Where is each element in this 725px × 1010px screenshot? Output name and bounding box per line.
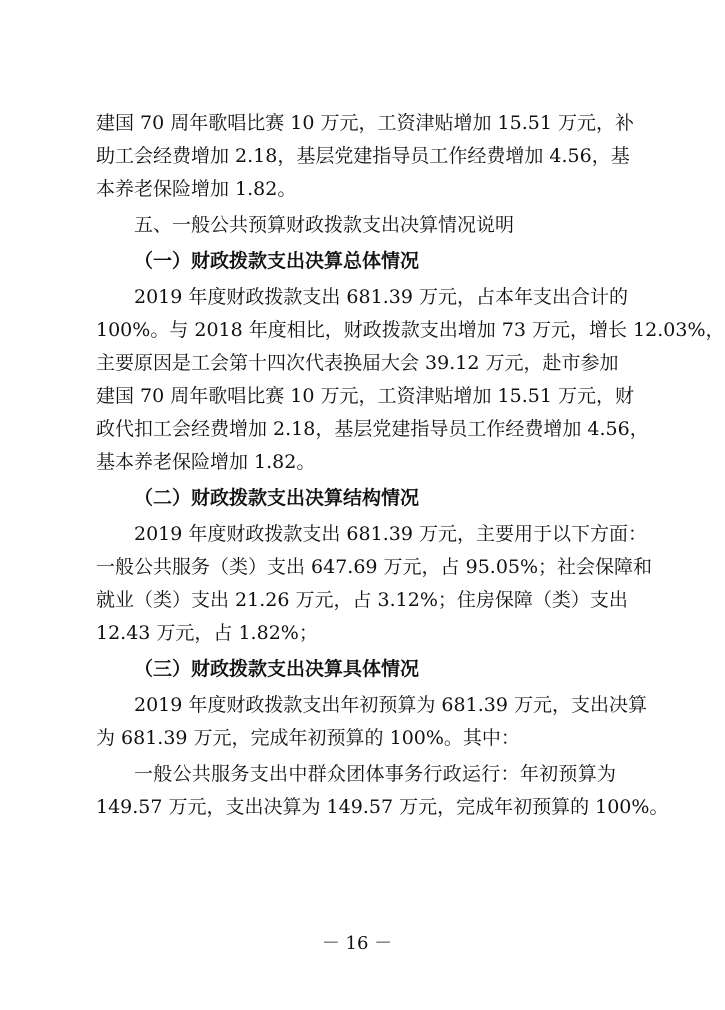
detail-paragraph-2: [96, 758, 669, 824]
text-line: 2019 年度财政拨款支出年初预算为 681.39 万元，支出决算: [134, 694, 647, 716]
text-line: 基本养老保险增加 1.82。: [96, 451, 316, 473]
text-line: 2019 年度财政拨款支出 681.39 万元，占本年支出合计的: [134, 286, 628, 308]
text-line: 政代扣工会经费增加 2.18，基层党建指导员工作经费增加 4.56，: [96, 418, 649, 440]
page-number: － 16 －: [321, 933, 393, 954]
text-line: 建国 70 周年歌唱比赛 10 万元，工资津贴增加 15.51 万元，补: [96, 112, 634, 134]
text-line: 为 681.39 万元，完成年初预算的 100%。其中：: [96, 727, 520, 749]
text-line: 100%。与 2018 年度相比，财政拨款支出增加 73 万元，增长 12.03%，: [96, 319, 725, 341]
detail-paragraph-1: [96, 689, 647, 755]
overall-paragraph: [96, 281, 725, 479]
text-line: 主要原因是工会第十四次代表换届大会 39.12 万元，赴市参加: [96, 352, 619, 374]
document-body: [96, 107, 725, 824]
text-line: 就业（类）支出 21.26 万元，占 3.12%；住房保障（类）支出: [96, 589, 628, 611]
text-line: 2019 年度财政拨款支出 681.39 万元，主要用于以下方面：: [134, 523, 647, 545]
subsection-heading-1: （一）财政拨款支出决算总体情况: [134, 250, 420, 272]
text-line: 助工会经费增加 2.18，基层党建指导员工作经费增加 4.56，基: [96, 145, 630, 167]
text-line: 建国 70 周年歌唱比赛 10 万元，工资津贴增加 15.51 万元，财: [96, 385, 634, 407]
text-line: 12.43 万元，占 1.82%；: [96, 622, 318, 644]
subsection-heading-3: （三）财政拨款支出决算具体情况: [134, 658, 420, 680]
text-line: 149.57 万元，支出决算为 149.57 万元，完成年初预算的 100%。: [96, 796, 669, 818]
text-line: 一般公共服务（类）支出 647.69 万元，占 95.05%；社会保障和: [96, 556, 653, 578]
subsection-heading-2: （二）财政拨款支出决算结构情况: [134, 487, 420, 509]
structure-paragraph: [96, 518, 653, 650]
continued-paragraph: [96, 107, 634, 206]
text-line: 本养老保险增加 1.82。: [96, 178, 297, 200]
text-line: 一般公共服务支出中群众团体事务行政运行：年初预算为: [134, 763, 616, 785]
section-heading: 五、一般公共预算财政拨款支出决算情况说明: [134, 214, 515, 236]
